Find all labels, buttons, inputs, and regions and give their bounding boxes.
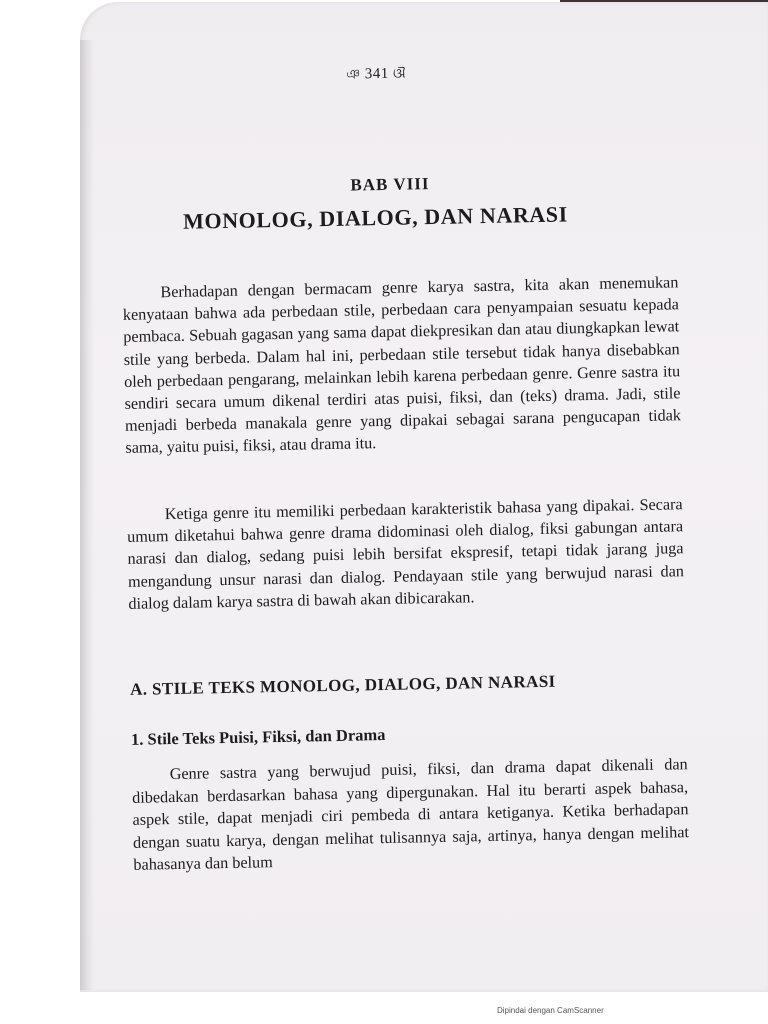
subsection-heading: 1. Stile Teks Puisi, Fiksi, dan Drama [130,724,386,749]
paragraph-3: Genre sastra yang berwujud puisi, fiksi, dan drama dapat dikenali dan dibedakan berdasarkan bahasa yang dipergunakan. Hal itu berarti aspek bahasa, aspek stile, dapat menjadi ciri pembeda di antara ketiganya. Ketika berhadapan dengan suatu karya, dengan melihat tulisannya saja, artinya, hanya dengan melihat bahasanya dan belum [131,755,690,874]
page-number-value: 341 [364,65,389,83]
chapter-label: BAB VIII [350,174,430,195]
page-binding-shadow [80,40,94,990]
section-heading: A. STILE TEKS MONOLOG, DIALOG, DAN NARASI [129,671,556,699]
ornament-left-icon: ঞ [346,67,361,83]
ornament-right-icon: ଔ [392,66,407,82]
scanner-watermark: Dipindai dengan CamScanner [497,1006,604,1015]
chapter-title: MONOLOG, DIALOG, DAN NARASI [182,201,569,234]
paragraph-2: Ketiga genre itu memiliki perbedaan karakteristik bahasa yang dipakai. Secara umum diketahui bahwa genre drama didominasi oleh dialog, fiksi gabungan antara narasi dan dialog, sedang puisi lebih bersifat ekspresif, tetapi tidak jarang juga mengandung unsur narasi dan dialog. Pendayaan stile yang berwujud narasi dan dialog dalam karya sastra di bawah akan dibicarakan. [126,495,685,613]
paragraph-1: Berhadapan dengan bermacam genre karya sastra, kita akan menemukan kenyataan bahwa ada perbedaan stile, perbedaan cara penyampaian sesuatu kepada pembaca. Sebuah gagasan yang sama dapat diekpresikan dan atau diungkapkan lewat stile yang berbeda. Dalam hal ini, perbedaan stile tersebut tidak hanya disebabkan oleh perbedaan pengarang, melainkan lebih karena perbedaan genre. Genre sastra itu sendiri secara umum dikenal terdiri atas puisi, fiksi, dan (teks) drama. Jadi, stile menjadi berbeda manakala genre yang dipakai sebagai sarana pengucapan tidak sama, yaitu puisi, fiksi, atau drama itu. [122,273,682,458]
page-number [346,64,406,86]
